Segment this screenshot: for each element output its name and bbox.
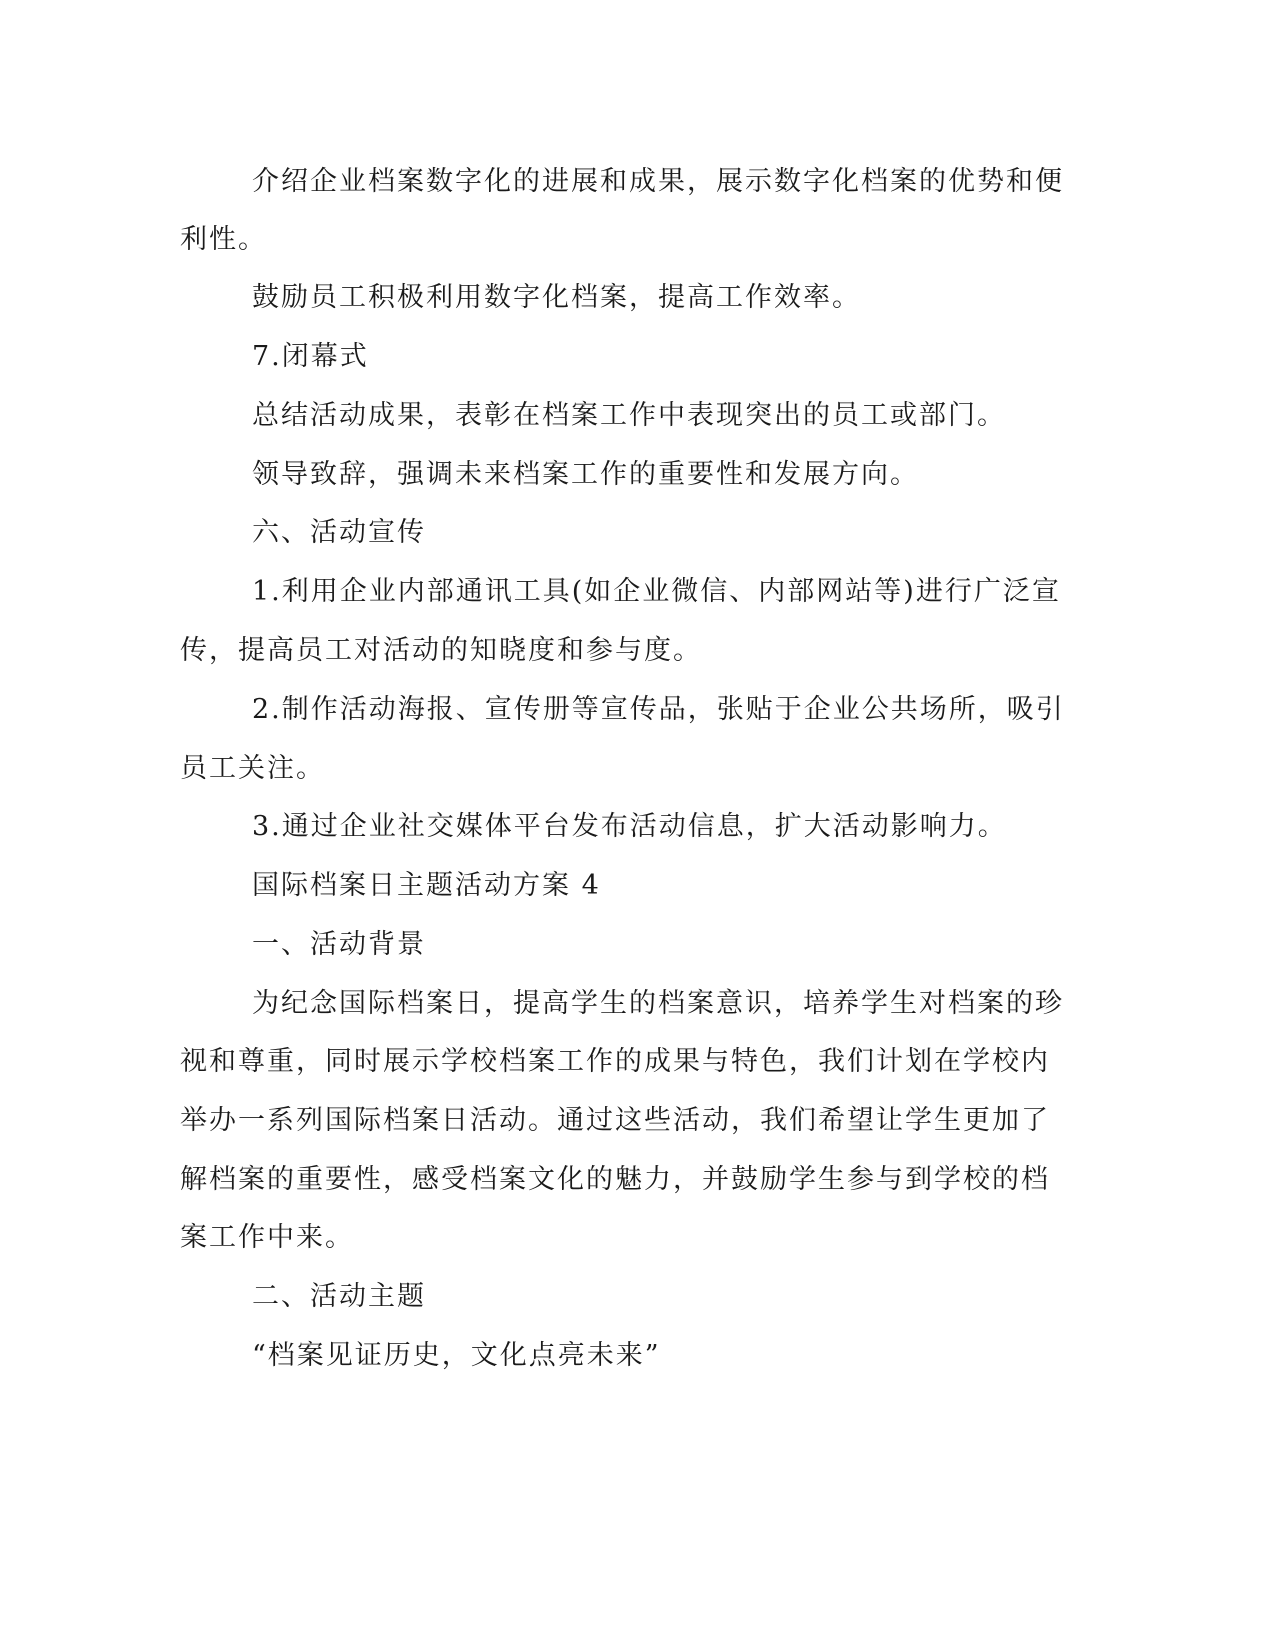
section-heading: 六、活动宣传 — [252, 517, 426, 548]
text-line: 介绍企业档案数字化的进展和成果，展示数字化档案的优势和便 — [252, 166, 1064, 197]
section-heading: 一、活动背景 — [252, 929, 426, 960]
text-line: 案工作中来。 — [180, 1222, 354, 1253]
text-line: 3.通过企业社交媒体平台发布活动信息，扩大活动影响力。 — [252, 811, 1007, 842]
section-heading: 7.闭幕式 — [252, 341, 369, 372]
text-line: 传，提高员工对活动的知晓度和参与度。 — [180, 635, 702, 666]
text-line: 举办一系列国际档案日活动。通过这些活动，我们希望让学生更加了 — [180, 1105, 1050, 1136]
text-line: 鼓励员工积极利用数字化档案，提高工作效率。 — [252, 282, 861, 313]
text-line: 利性。 — [180, 224, 267, 255]
text-line: 领导致辞，强调未来档案工作的重要性和发展方向。 — [252, 459, 919, 490]
text-line: 2.制作活动海报、宣传册等宣传品，张贴于企业公共场所，吸引 — [252, 694, 1065, 725]
text-line: 视和尊重，同时展示学校档案工作的成果与特色，我们计划在学校内 — [180, 1046, 1050, 1077]
theme-quote: “档案见证历史，文化点亮未来” — [252, 1340, 661, 1371]
text-line: 解档案的重要性，感受档案文化的魅力，并鼓励学生参与到学校的档 — [180, 1164, 1050, 1195]
text-line: 总结活动成果，表彰在档案工作中表现突出的员工或部门。 — [252, 400, 1006, 431]
document-title: 国际档案日主题活动方案 4 — [252, 870, 601, 901]
text-line: 1.利用企业内部通讯工具(如企业微信、内部网站等)进行广泛宣 — [252, 576, 1061, 607]
text-line: 员工关注。 — [180, 753, 325, 784]
text-line: 为纪念国际档案日，提高学生的档案意识，培养学生对档案的珍 — [252, 988, 1064, 1019]
section-heading: 二、活动主题 — [252, 1281, 426, 1312]
